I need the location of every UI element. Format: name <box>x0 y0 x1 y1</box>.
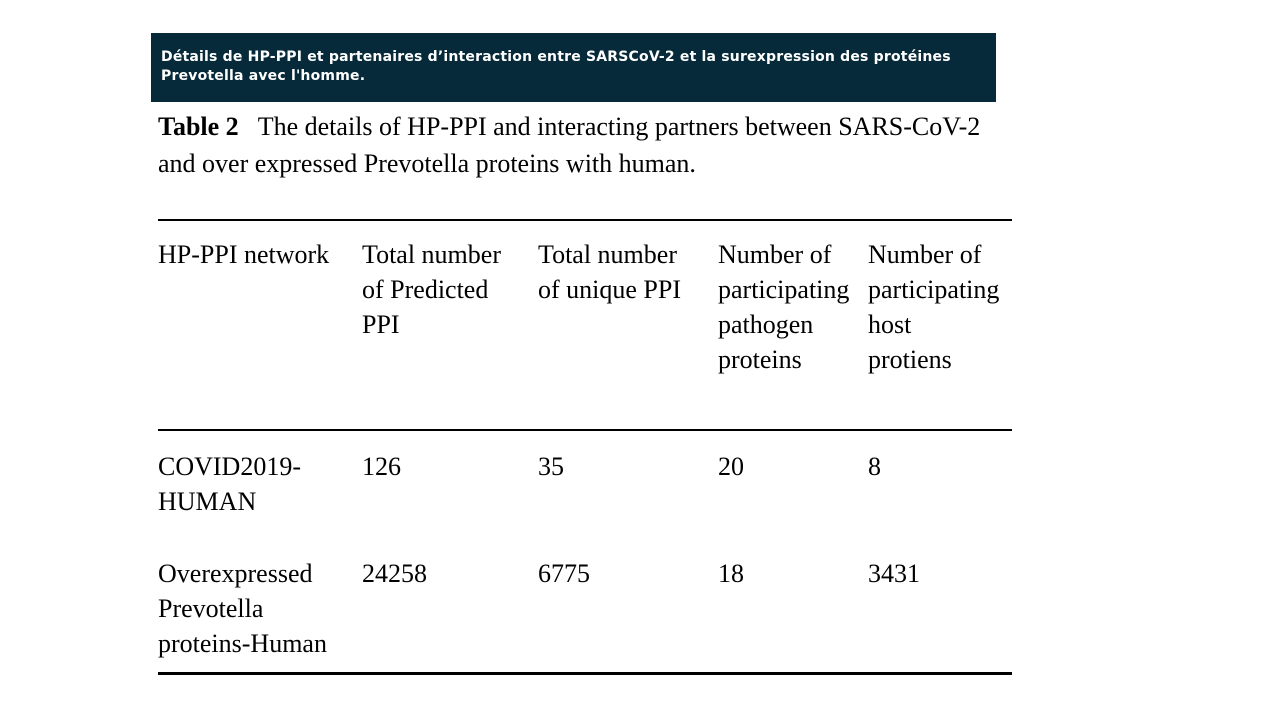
table-header-rule <box>158 429 1012 431</box>
header-pathogen-proteins: Number of participating pathogen proteins <box>718 240 850 374</box>
table-bottom-rule <box>158 672 1012 675</box>
table-cell-unique-ppi: 6775 <box>538 559 590 588</box>
table-cell-network: Overexpressed Prevotella proteins-Human <box>158 559 327 658</box>
header-hp-ppi-network: HP-PPI network <box>158 240 330 269</box>
table-caption-text: The details of HP-PPI and interacting partners between SARS-CoV-2 and over expressed Prevotella proteins with human. <box>158 112 981 178</box>
table-caption <box>158 108 1018 182</box>
header-total-unique-ppi: Total number of unique PPI <box>538 240 681 304</box>
header-host-proteins: Number of participating host protiens <box>868 240 1000 374</box>
table-cell-pathogen-proteins: 20 <box>718 452 744 481</box>
table-cell-pathogen-proteins: 18 <box>718 559 744 588</box>
table-top-rule <box>158 219 1012 221</box>
title-banner <box>151 33 996 102</box>
table-caption-label: Table 2 <box>158 112 239 141</box>
header-total-predicted-ppi: Total number of Predicted PPI <box>362 240 501 339</box>
table-cell-network: COVID2019- HUMAN <box>158 452 301 516</box>
table-cell-predicted-ppi: 126 <box>362 452 401 481</box>
table-cell-predicted-ppi: 24258 <box>362 559 427 588</box>
table-cell-unique-ppi: 35 <box>538 452 564 481</box>
table-cell-host-proteins: 3431 <box>868 559 920 588</box>
banner-title: Détails de HP-PPI et partenaires d’interaction entre SARSCoV-2 et la surexpression des protéines Prevotella avec l'homme. <box>161 49 951 84</box>
table-cell-host-proteins: 8 <box>868 452 881 481</box>
